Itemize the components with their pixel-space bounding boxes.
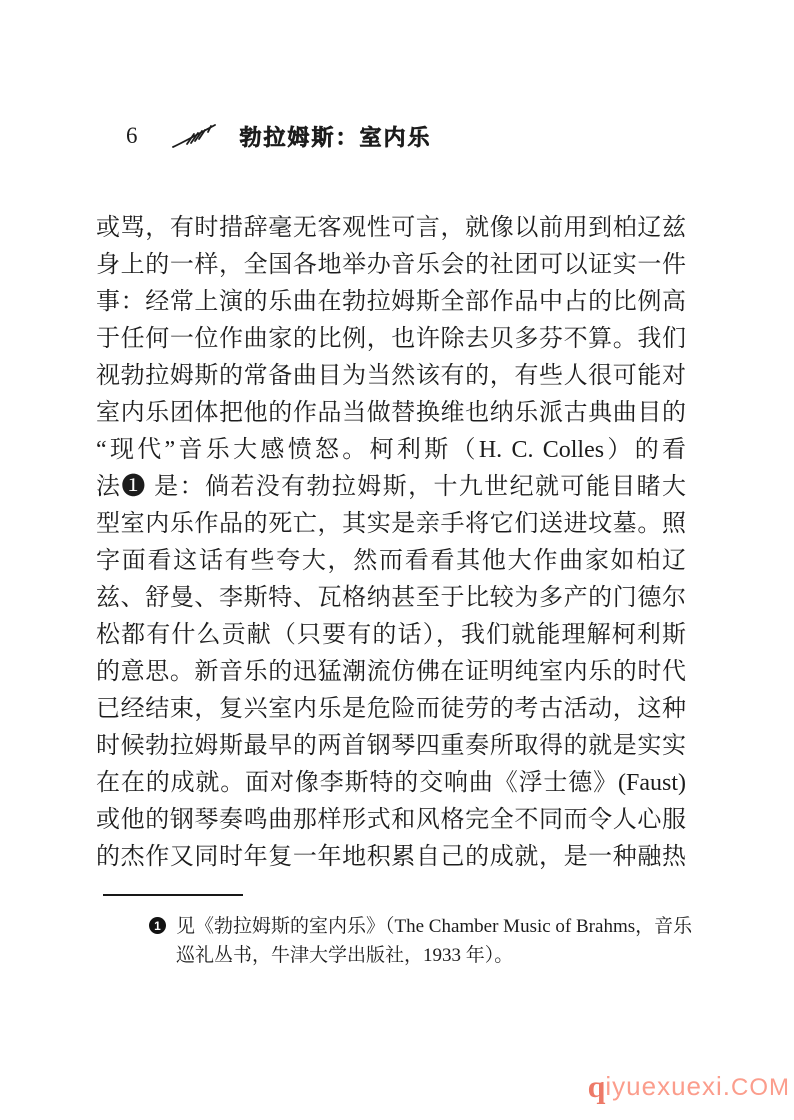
footnote-line: 巡礼丛书，牛津大学出版社，1933 年）。	[176, 945, 514, 966]
footnote-marker-icon: 1	[149, 917, 166, 934]
footnote-divider	[103, 894, 243, 896]
text-line: 时候勃拉姆斯最早的两首钢琴四重奏所取得的就是实实	[96, 733, 686, 759]
text-line: 或骂，有时措辞毫无客观性可言，就像以前用到柏辽兹	[96, 215, 686, 241]
text-line: 在在的成就。面对像李斯特的交响曲《浮士德》(Faust)	[96, 770, 686, 796]
footnote-text	[176, 912, 709, 970]
running-title: 勃拉姆斯：室内乐	[239, 124, 432, 150]
text-line: 松都有什么贡献（只要有的话），我们就能理解柯利斯	[96, 622, 686, 648]
watermark	[570, 1068, 790, 1104]
text-line: 室内乐团体把他的作品当做替换维也纳乐派古典曲目的	[96, 400, 686, 426]
text-line: 法❶ 是：倘若没有勃拉姆斯，十九世纪就可能目睹大	[96, 474, 686, 500]
body-text	[96, 210, 686, 876]
watermark-tld: COM	[731, 1074, 790, 1101]
text-line: 于任何一位作曲家的比例，也许除去贝多芬不算。我们	[96, 326, 686, 352]
watermark-lead: q	[587, 1068, 606, 1104]
text-line: 的意思。新音乐的迅猛潮流仿佛在证明纯室内乐的时代	[96, 659, 686, 685]
text-line: 身上的一样，全国各地举办音乐会的社团可以证实一件	[96, 252, 686, 278]
text-line: 视勃拉姆斯的常备曲目为当然该有的，有些人很可能对	[96, 363, 686, 389]
text-line: 已经结束，复兴室内乐是危险而徒劳的考古活动，这种	[96, 696, 686, 722]
text-line: 兹、舒曼、李斯特、瓦格纳甚至于比较为多产的门德尔	[96, 585, 686, 611]
text-line: 或他的钢琴奏鸣曲那样形式和风格完全不同而令人心服	[96, 807, 686, 833]
watermark-rest: iyuexuexi.	[605, 1071, 731, 1101]
text-line: “现代”音乐大感愤怒。柯利斯（H. C. Colles）的看	[96, 437, 686, 463]
footnote-line: 见《勃拉姆斯的室内乐》（The Chamber Music of Brahms，音乐	[176, 916, 693, 937]
page-header	[126, 120, 432, 152]
footnote	[149, 912, 709, 970]
text-line: 事：经常上演的乐曲在勃拉姆斯全部作品中占的比例高	[96, 289, 686, 315]
text-line: 型室内乐作品的死亡，其实是亲手将它们送进坟墓。照	[96, 511, 686, 537]
text-line: 字面看这话有些夸大，然而看看其他大作曲家如柏辽	[96, 548, 686, 574]
flourish-icon	[170, 122, 218, 150]
text-line: 的杰作又同时年复一年地积累自己的成就，是一种融热	[96, 844, 686, 870]
page-number: 6	[126, 123, 138, 148]
